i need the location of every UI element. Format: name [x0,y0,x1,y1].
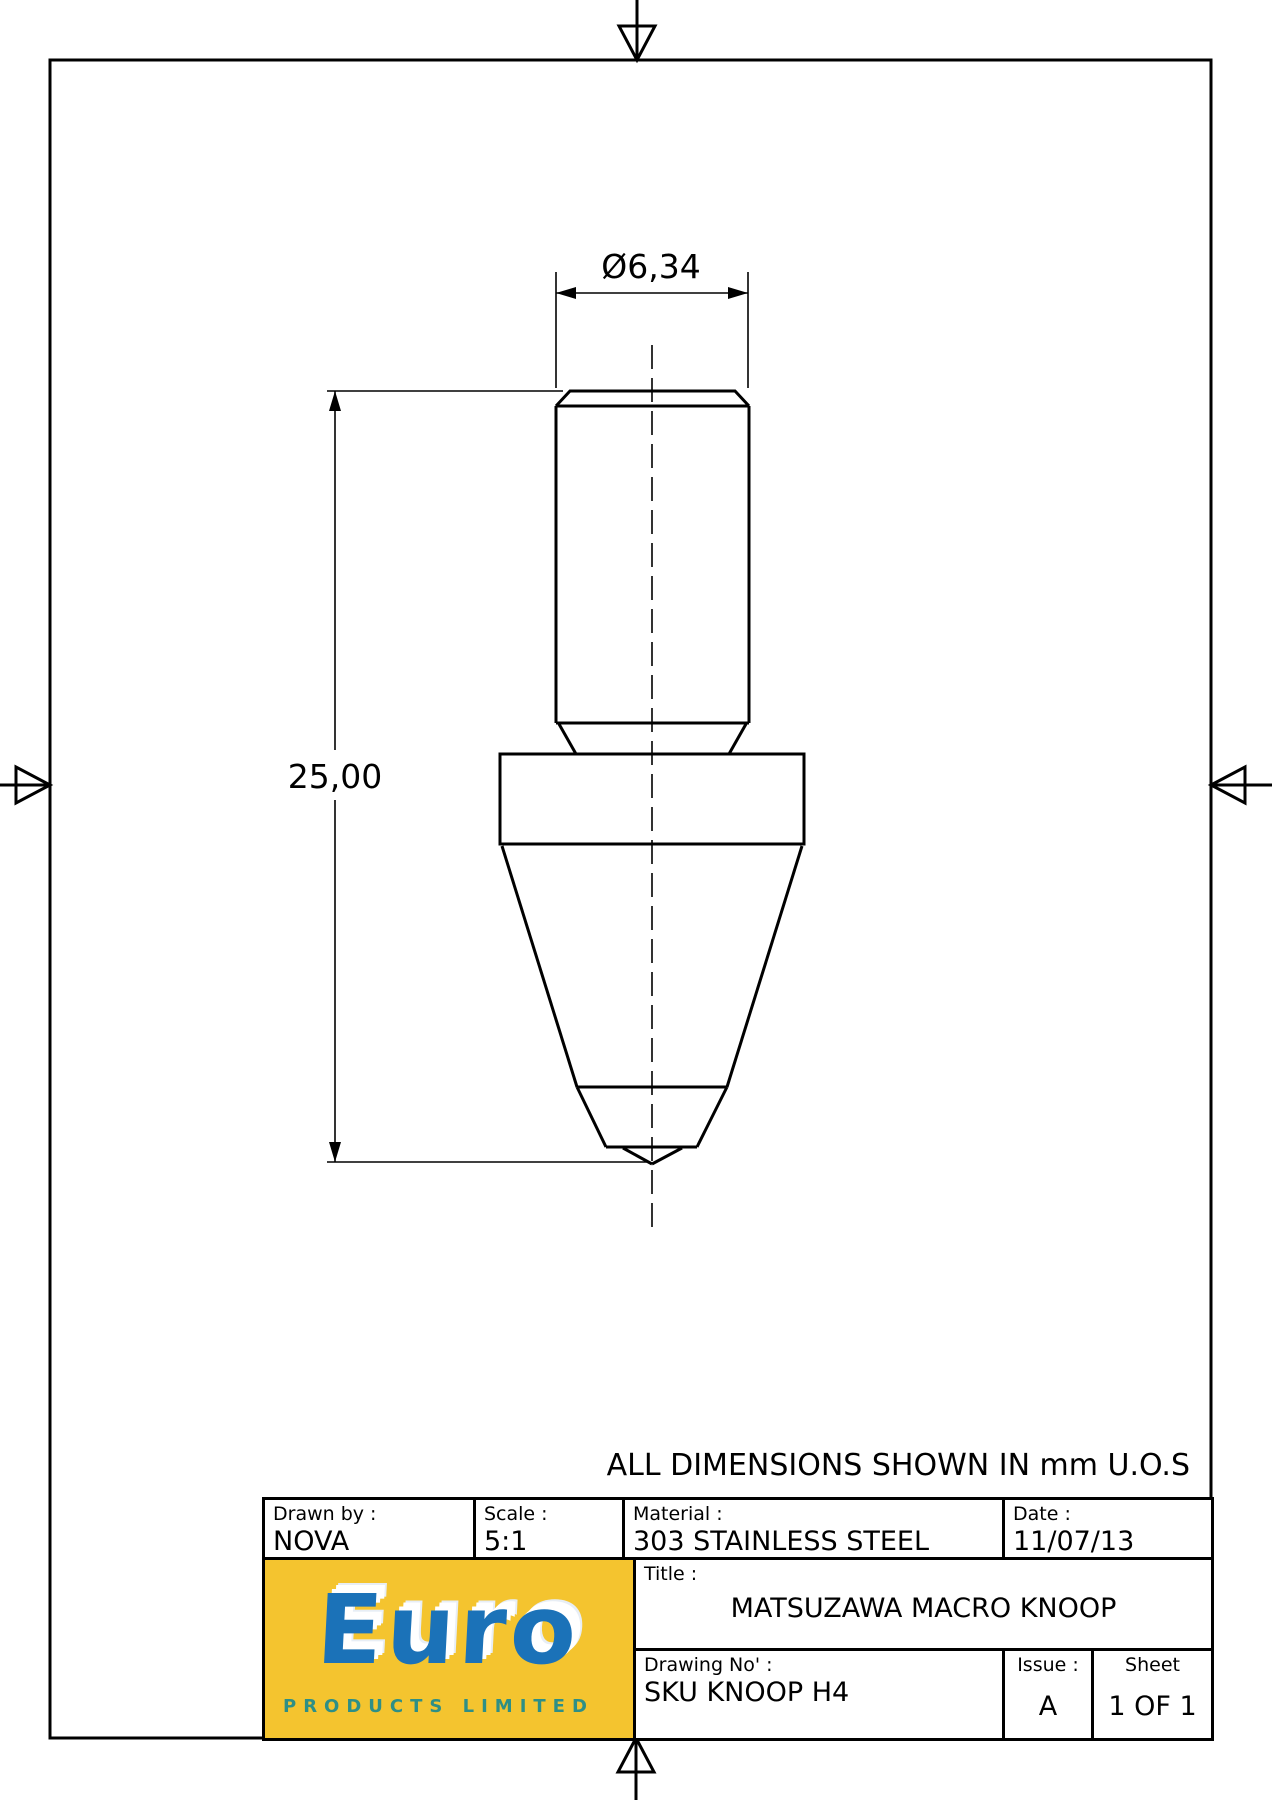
title-label: Title : [644,1563,698,1585]
registration-mark-top [619,0,655,60]
registration-mark-bottom [618,1738,654,1800]
titleblock-cell-scale [473,1497,625,1560]
sheet-value: 1 OF 1 [1108,1690,1197,1722]
units-note: ALL DIMENSIONS SHOWN IN mm U.O.S [606,1448,1190,1483]
dim-arrow-left [556,287,576,299]
titleblock-cell-drawn-by [262,1497,476,1560]
dimension-diameter-text: Ø6,34 [601,247,701,286]
drawn-by-label: Drawn by : [273,1503,377,1525]
dimension-length-text: 25,00 [287,757,383,796]
issue-value: A [1038,1690,1058,1722]
dim-arrow-right [728,287,748,299]
dimension-diameter [556,272,748,388]
issue-label: Issue : [1017,1654,1079,1676]
material-value: 303 STAINLESS STEEL [633,1525,930,1557]
titleblock-cell-title [633,1557,1214,1651]
sheet-label: Sheet [1125,1654,1180,1676]
scale-label: Scale : [484,1503,548,1525]
drawn-by-value: NOVA [273,1525,350,1557]
dim-arrow-top [329,391,341,411]
dim-arrow-bottom [329,1142,341,1162]
sheet-border [50,60,1211,1738]
titleblock-cell-sheet [1091,1648,1214,1741]
date-label: Date : [1013,1503,1071,1525]
date-value: 11/07/13 [1013,1525,1135,1557]
titleblock-cell-material [622,1497,1005,1560]
titleblock-cell-issue [1002,1648,1094,1741]
titleblock-cell-date [1002,1497,1214,1560]
scale-value: 5:1 [484,1525,528,1557]
logo-wordmark: Euro [314,1573,584,1686]
material-label: Material : [633,1503,723,1525]
registration-mark-left [0,767,50,803]
title-value: MATSUZAWA MACRO KNOOP [730,1592,1117,1624]
drawing-no-value: SKU KNOOP H4 [644,1676,850,1708]
logo-tagline: PRODUCTS LIMITED [283,1695,594,1717]
company-logo [262,1557,636,1741]
drawing-no-label: Drawing No' : [644,1654,773,1676]
registration-mark-right [1211,767,1272,803]
titleblock-cell-drawing-no [633,1648,1005,1741]
